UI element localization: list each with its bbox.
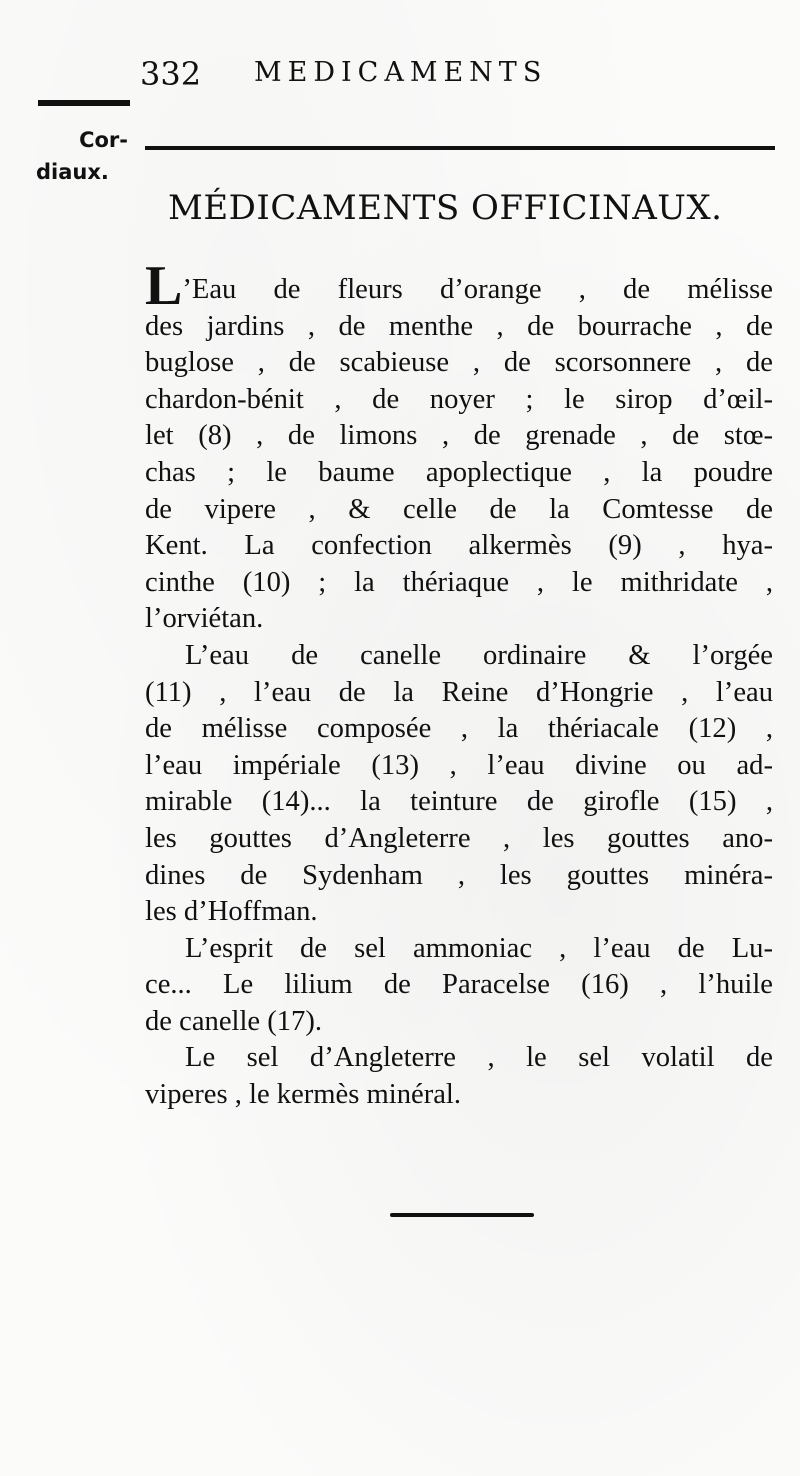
text-line: les gouttes d’Angleterre , les gouttes ano- xyxy=(145,822,773,854)
body-text xyxy=(145,255,773,1114)
text-line xyxy=(145,255,773,317)
text-line: let (8) , de limons , de grenade , de stœ- xyxy=(145,420,773,452)
text-line: buglose , de scabieuse , de scorsonnere , de xyxy=(145,347,773,379)
margin-note-line: diaux. xyxy=(36,160,109,184)
text-line: L’esprit de sel ammoniac , l’eau de Lu- xyxy=(185,932,773,964)
text-line: mirable (14)... la teinture de girofle (15) , xyxy=(145,786,773,818)
text-line: l’eau impériale (13) , l’eau divine ou ad- xyxy=(145,749,773,781)
text-line: ce... Le lilium de Paracelse (16) , l’huile xyxy=(145,969,773,1001)
text-line: l’orviétan. xyxy=(145,603,264,635)
header-rule-long xyxy=(145,146,775,150)
text-line: Kent. La confection alkermès (9) , hya- xyxy=(145,530,773,562)
margin-note-line: Cor- xyxy=(79,128,128,152)
text-line: dines de Sydenham , les gouttes minéra- xyxy=(145,859,773,891)
text-line: chas ; le baume apoplectique , la poudre xyxy=(145,456,773,488)
end-rule xyxy=(390,1213,534,1217)
text-line: L’eau de canelle ordinaire & l’orgée xyxy=(185,639,773,671)
text-line-content: ’Eau de fleurs d’orange , de mélisse xyxy=(182,274,773,305)
text-line: (11) , l’eau de la Reine d’Hongrie , l’eau xyxy=(145,676,773,708)
header-rule-short xyxy=(38,100,130,106)
drop-cap: L xyxy=(145,255,183,317)
text-line: les d’Hoffman. xyxy=(145,896,318,928)
text-line: cinthe (10) ; la thériaque , le mithridate , xyxy=(145,566,773,598)
text-line: de mélisse composée , la thériacale (12) , xyxy=(145,713,773,745)
text-line: Le sel d’Angleterre , le sel volatil de xyxy=(185,1042,773,1074)
text-line: de canelle (17). xyxy=(145,1005,323,1037)
running-head: MEDICAMENTS xyxy=(254,57,548,88)
text-line: des jardins , de menthe , de bourrache , de xyxy=(145,310,773,342)
section-title: MÉDICAMENTS OFFICINAUX. xyxy=(168,188,723,228)
margin-note xyxy=(36,124,128,188)
text-line: viperes , le kermès minéral. xyxy=(145,1079,461,1111)
text-line: de vipere , & celle de la Comtesse de xyxy=(145,493,773,525)
page-number: 332 xyxy=(140,55,202,93)
text-line: chardon-bénit , de noyer ; le sirop d’œil- xyxy=(145,383,773,415)
